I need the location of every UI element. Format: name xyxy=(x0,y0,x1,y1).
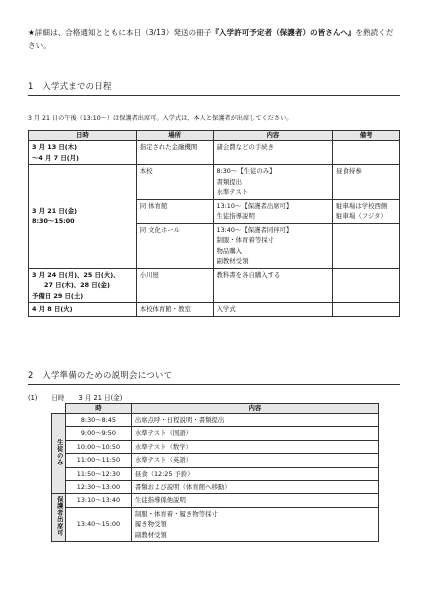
row4-place: 本校体育館・教室 xyxy=(136,303,213,317)
row2a-notes: 昼食持参 xyxy=(333,165,400,200)
row1-content: 諸会費などの手続き xyxy=(213,141,333,165)
session-time: 12:30～13:00 xyxy=(65,481,131,494)
row1-notes xyxy=(333,141,400,165)
session-time: 13:10～13:40 xyxy=(65,494,131,507)
table-row xyxy=(52,454,379,467)
table-row xyxy=(52,507,379,541)
row2a-content: 8:30～【生徒のみ】 書類提出 水準テスト xyxy=(213,165,333,200)
header-notes: 備考 xyxy=(333,131,400,141)
section2-rule xyxy=(28,384,400,385)
header-content: 内容 xyxy=(213,131,333,141)
session-desc: 書類および説明（体育館へ移動） xyxy=(131,481,378,494)
schedule-header-row xyxy=(29,131,400,141)
row3-date: 3 月 24 日(月)、25 日(火)、 27 日(木)、28 日(金) 予備日 29 日(土) xyxy=(29,268,137,303)
session-time: 10:00～10:50 xyxy=(65,440,131,453)
header-blank xyxy=(52,404,66,414)
row2b-content: 13:10～【保護者出席可】 生徒指導説明 xyxy=(213,199,333,223)
intro-booklet-title: 『入学許可予定者（保護者）の皆さんへ』 xyxy=(211,28,356,37)
intro-text-pre: ★詳細は、合格通知とともに本日（3/13）発送の冊子 xyxy=(28,28,212,37)
row4-date: 4 月 8 日(火) xyxy=(29,303,137,317)
row2c-notes xyxy=(333,223,400,268)
group-parents-allowed: 保護者出席可 xyxy=(52,494,66,542)
section2-heading: 2 入学準備のための説明会について xyxy=(28,370,173,380)
row2a-place: 本校 xyxy=(136,165,213,200)
session-desc: 水準テスト（数学） xyxy=(131,440,378,453)
table-row xyxy=(52,440,379,453)
session-time: 9:00～9:50 xyxy=(65,427,131,440)
section1-heading: 1 入学式までの日程 xyxy=(28,81,112,91)
table-row xyxy=(52,427,379,440)
session-time: 13:40～15:00 xyxy=(65,507,131,541)
row4-content: 入学式 xyxy=(213,303,333,317)
session-desc: 水準テスト（国語） xyxy=(131,427,378,440)
session-time: 11:00～11:50 xyxy=(65,454,131,467)
session-table xyxy=(51,403,379,542)
sub-number: (1) xyxy=(28,394,38,402)
row1-date: 3 月 13 日(木) ～4 月 7 日(月) xyxy=(29,141,137,165)
session-desc: 出席点呼・日程説明・書類提出 xyxy=(131,414,378,427)
table-row xyxy=(52,414,379,427)
table-row xyxy=(29,303,400,317)
session-time: 8:30～8:45 xyxy=(65,414,131,427)
session-desc: 生徒指導係他説明 xyxy=(131,494,378,507)
row4-notes xyxy=(333,303,400,317)
row3-notes xyxy=(333,268,400,303)
table-row xyxy=(29,141,400,165)
table-row xyxy=(29,165,400,200)
row2b-place: 同 体育館 xyxy=(136,199,213,223)
table-row xyxy=(52,494,379,507)
row3-content: 教科書を各自購入する xyxy=(213,268,333,303)
row2c-content: 13:40～【保護者同伴可】 制服・体育着等採寸 物品購入 副教材受領 xyxy=(213,223,333,268)
row3-place: 小川屋 xyxy=(136,268,213,303)
table-row xyxy=(52,467,379,480)
header-place: 場所 xyxy=(136,131,213,141)
group-students-only: 生徒のみ xyxy=(52,414,66,494)
intro-paragraph xyxy=(28,26,400,52)
intro-text-post: を熟読ください。 xyxy=(28,28,394,50)
header-time: 時 xyxy=(65,404,131,414)
sub-label: 日時 xyxy=(51,394,65,402)
row2b-notes: 駐車場は学校西側 駐車場（フジタ） xyxy=(333,199,400,223)
row1-place: 指定された金融機関 xyxy=(136,141,213,165)
session-desc: 昼食（12:25 予鈴） xyxy=(131,467,378,480)
session-header-row xyxy=(52,404,379,414)
table-row xyxy=(29,268,400,303)
schedule-table xyxy=(28,130,400,317)
sub-date: 3 月 21 日(金) xyxy=(78,394,123,402)
row2-date: 3 月 21 日(金) 8:30～15:00 xyxy=(29,165,137,269)
header-desc: 内容 xyxy=(131,404,378,414)
section1-rule xyxy=(28,95,400,96)
section1-note: 3 月 21 日の午後（13:10～）は保護者出席可。入学式は、本人と保護者が出席してください。 xyxy=(28,115,293,122)
header-date: 日時 xyxy=(29,131,137,141)
session-desc: 水準テスト（英語） xyxy=(131,454,378,467)
table-row xyxy=(52,481,379,494)
session-time: 11:50～12:30 xyxy=(65,467,131,480)
row2c-place: 同 文化ホール xyxy=(136,223,213,268)
section2-subheading xyxy=(28,392,136,402)
session-desc: 制服・体育着・履き物等採寸 履き物受領 副教材受領 xyxy=(131,507,378,541)
